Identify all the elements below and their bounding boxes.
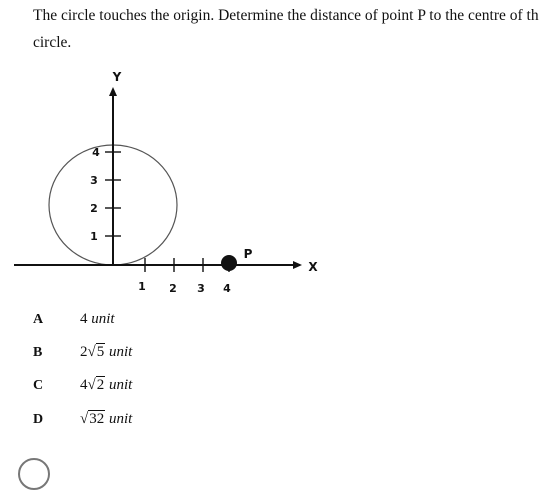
y-axis-label: Y: [112, 70, 122, 84]
option-d-letter: D: [33, 412, 44, 427]
option-d-text[interactable]: [80, 411, 132, 428]
option-b-unit: unit: [105, 344, 133, 360]
x-tick-label-1: 1: [138, 280, 146, 293]
option-a-text[interactable]: [80, 311, 115, 328]
option-d-radicand: 32: [89, 411, 105, 427]
question-line-2: circle.: [33, 34, 72, 51]
option-c-radicand: 2: [96, 377, 105, 393]
option-c-unit: unit: [105, 377, 133, 393]
x-axis-label: X: [308, 260, 318, 274]
option-d-unit: unit: [105, 411, 133, 427]
option-c-sqrt: √2: [87, 377, 105, 393]
x-tick-label-4: 4: [223, 282, 231, 295]
option-b-coef: 2: [80, 344, 88, 360]
option-b-text[interactable]: [80, 344, 132, 361]
y-tick-label-4: 4: [92, 146, 100, 159]
y-axis-arrow: [109, 87, 117, 96]
option-c-letter: C: [33, 378, 44, 393]
y-tick-label-2: 2: [90, 202, 98, 215]
option-b-sqrt: √5: [87, 344, 105, 360]
option-b-radicand: 5: [96, 344, 105, 360]
y-tick-label-1: 1: [90, 230, 98, 243]
option-d-sqrt: √32: [80, 411, 105, 427]
option-a-letter: A: [33, 312, 44, 327]
x-tick-label-3: 3: [197, 282, 205, 295]
x-axis-arrow: [293, 261, 302, 269]
option-a-coef: 4: [80, 311, 88, 327]
option-c-coef: 4: [80, 377, 88, 393]
point-p-label: P: [243, 247, 253, 261]
option-b-letter: B: [33, 345, 43, 360]
point-p: [221, 255, 237, 271]
option-a-unit: unit: [87, 311, 115, 327]
option-c-text[interactable]: [80, 377, 132, 394]
question-line-1: The circle touches the origin. Determine the distance of point P to the centre of th: [33, 7, 539, 24]
partial-circle-decoration: [18, 458, 50, 490]
y-tick-label-3: 3: [90, 174, 98, 187]
x-tick-label-2: 2: [169, 282, 177, 295]
